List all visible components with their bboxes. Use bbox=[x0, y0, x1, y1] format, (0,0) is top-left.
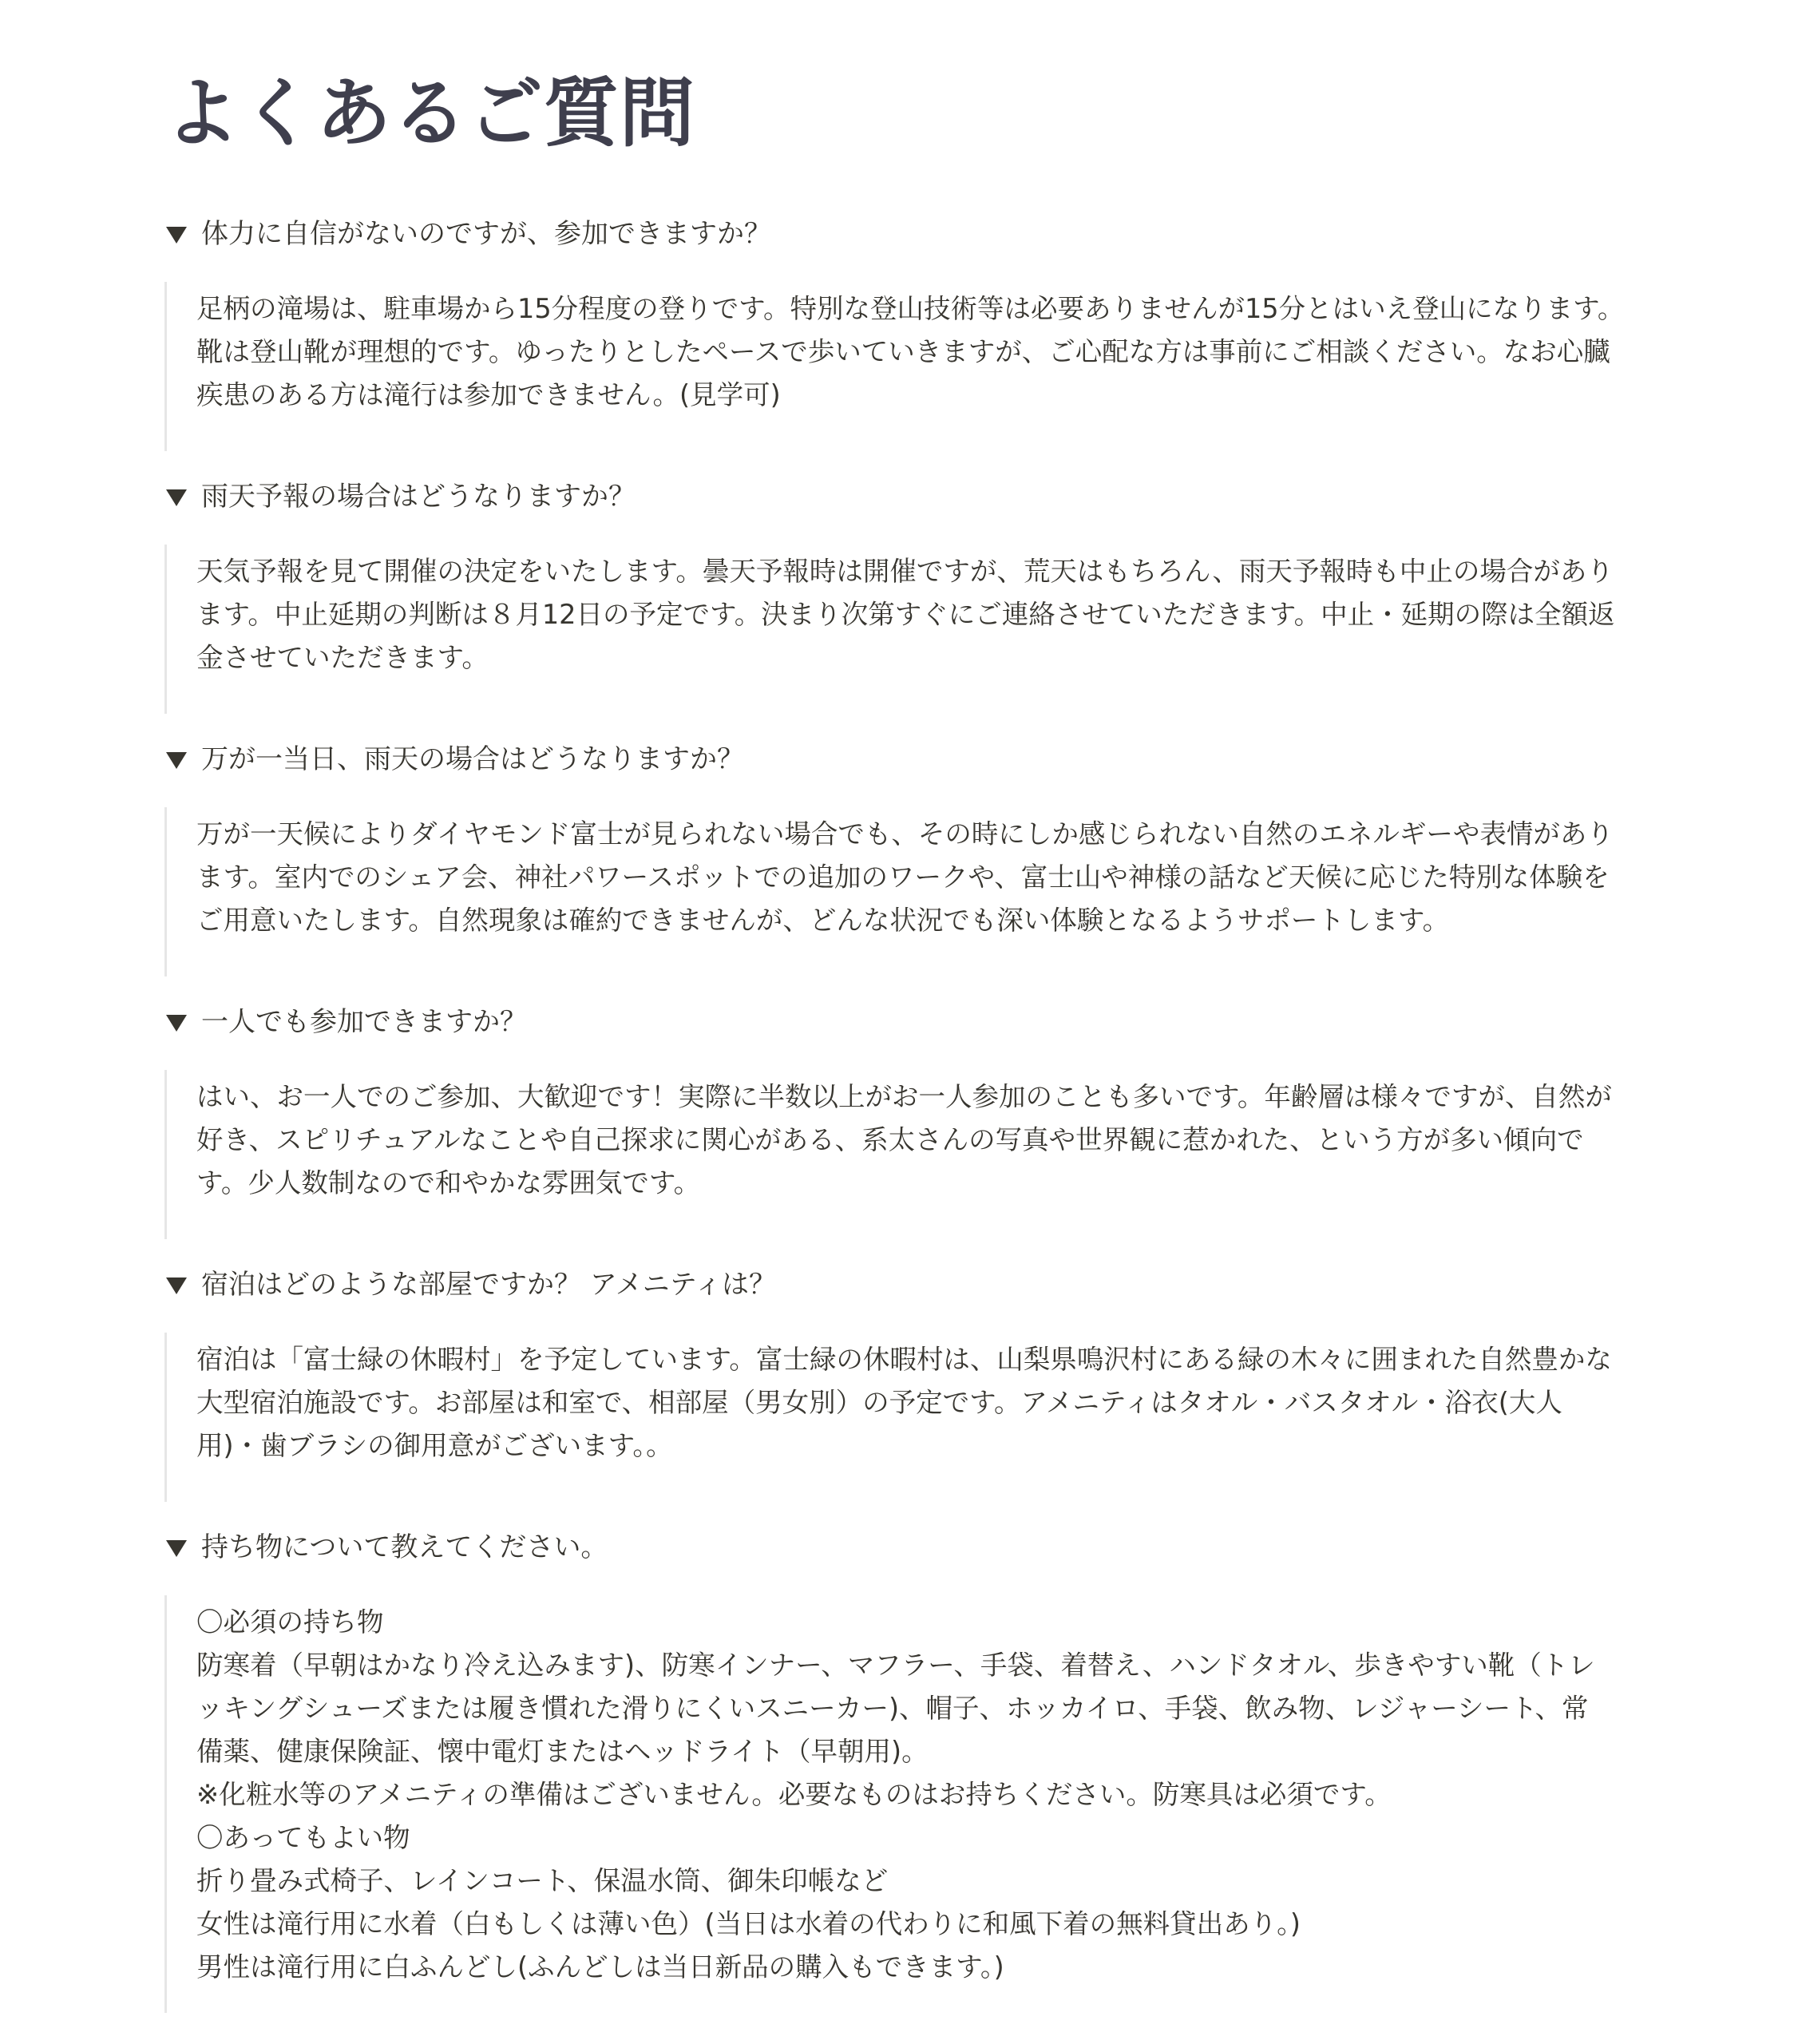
answer-line: はい、お一人でのご参加、大歓迎です！実際に半数以上がお一人参加のことも多いです。年齢層は様々ですが、自然が bbox=[196, 1081, 1612, 1112]
faq-item bbox=[164, 735, 1634, 976]
faq-question[interactable]: 一人でも参加できますか？ bbox=[201, 1006, 527, 1038]
answer-line: 〇必須の持ち物 bbox=[196, 1606, 384, 1638]
faq-item bbox=[164, 1523, 1634, 2013]
answer-line: ※化粧水等のアメニティの準備はございません。必要なものはお持ちください。防寒具は必須です。 bbox=[196, 1779, 1392, 1810]
answer-line: 折り畳み式椅子、レインコート、保温水筒、御朱印帳など bbox=[196, 1865, 889, 1896]
faq-answer bbox=[164, 1333, 1634, 1502]
faq-answer bbox=[164, 1070, 1634, 1239]
toggle-triangle-icon[interactable] bbox=[166, 1278, 187, 1294]
answer-line: 万が一天候によりダイヤモンド富士が見られない場合でも、その時にしか感じられない自然のエネルギーや表情があり bbox=[196, 818, 1614, 850]
answer-line: す。少人数制なので和やかな雰囲気です。 bbox=[196, 1167, 701, 1198]
faq-item bbox=[164, 210, 1634, 451]
toggle-triangle-icon[interactable] bbox=[166, 227, 187, 244]
answer-line: 靴は登山靴が理想的です。ゆったりとしたペースで歩いていきますが、ご心配な方は事前にご相談ください。なお心臓 bbox=[196, 336, 1610, 367]
faq-item bbox=[164, 998, 1634, 1239]
answer-line: 好き、スピリチュアルなことや自己探求に関心がある、系太さんの写真や世界観に惹かれた、という方が多い傾向で bbox=[196, 1124, 1584, 1155]
answer-line: ます。中止延期の判断は８月12日の予定です。決まり次第すぐにご連絡させていただきます。中止・延期の際は全額返 bbox=[196, 599, 1615, 630]
answer-line: 宿泊は「富士緑の休暇村」を予定しています。富士緑の休暇村は、山梨県鳴沢村にある緑の木々に囲まれた自然豊かな bbox=[196, 1344, 1612, 1375]
answer-line: 〇あってもよい物 bbox=[196, 1822, 410, 1853]
toggle-triangle-icon[interactable] bbox=[166, 1015, 187, 1032]
toggle-triangle-icon[interactable] bbox=[166, 489, 187, 506]
faq-answer bbox=[164, 1595, 1634, 2013]
faq-question[interactable]: 持ち物について教えてください。 bbox=[201, 1531, 608, 1563]
page-title: よくあるご質問 bbox=[164, 70, 696, 157]
faq-toggle[interactable] bbox=[164, 998, 1634, 1046]
answer-line: ご用意いたします。自然現象は確約できませんが、どんな状況でも深い体験となるようサポートします。 bbox=[196, 905, 1450, 936]
faq-toggle[interactable] bbox=[164, 210, 1634, 258]
answer-line: 用)・歯ブラシの御用意がございます。。 bbox=[196, 1430, 673, 1461]
faq-answer bbox=[164, 282, 1634, 451]
answer-line: ッキングシューズまたは履き慣れた滑りにくいスニーカー)、帽子、ホッカイロ、手袋、飲み物、レジャーシート、常 bbox=[196, 1693, 1589, 1724]
answer-line: 女性は滝行用に水着（白もしくは薄い色）(当日は水着の代わりに和風下着の無料貸出あり。) bbox=[196, 1908, 1301, 1939]
faq-toggle[interactable] bbox=[164, 735, 1634, 783]
faq-toggle[interactable] bbox=[164, 473, 1634, 521]
faq-answer bbox=[164, 545, 1634, 714]
faq-answer bbox=[164, 807, 1634, 976]
faq-item bbox=[164, 473, 1634, 714]
faq-question[interactable]: 体力に自信がないのですが、参加できますか？ bbox=[201, 218, 771, 250]
toggle-triangle-icon[interactable] bbox=[166, 752, 187, 769]
faq-toggle[interactable] bbox=[164, 1523, 1634, 1571]
faq-item bbox=[164, 1261, 1634, 1502]
faq-question[interactable]: 雨天予報の場合はどうなりますか？ bbox=[201, 481, 636, 513]
answer-line: 疾患のある方は滝行は参加できません。(見学可) bbox=[196, 379, 781, 410]
answer-line: 大型宿泊施設です。お部屋は和室で、相部屋（男女別）の予定です。アメニティはタオル・バスタオル・浴衣(大人 bbox=[196, 1387, 1562, 1418]
answer-line: 足柄の滝場は、駐車場から15分程度の登りです。特別な登山技術等は必要ありませんが15分とはいえ登山になります。 bbox=[196, 293, 1625, 324]
answer-line: 金させていただきます。 bbox=[196, 642, 489, 673]
toggle-triangle-icon[interactable] bbox=[166, 1540, 187, 1557]
faq-question[interactable]: 宿泊はどのような部屋ですか？ アメニティは？ bbox=[201, 1269, 777, 1301]
faq-question[interactable]: 万が一当日、雨天の場合はどうなりますか？ bbox=[201, 743, 744, 775]
answer-line: ます。室内でのシェア会、神社パワースポットでの追加のワークや、富士山や神様の話など天候に応じた特別な体験を bbox=[196, 862, 1610, 893]
answer-line: 天気予報を見て開催の決定をいたします。曇天予報時は開催ですが、荒天はもちろん、雨天予報時も中止の場合があり bbox=[196, 556, 1614, 587]
answer-line: 備薬、健康保険証、懐中電灯またはヘッドライト（早朝用)。 bbox=[196, 1736, 929, 1767]
faq-toggle[interactable] bbox=[164, 1261, 1634, 1309]
answer-line: 男性は滝行用に白ふんどし(ふんどしは当日新品の購入もできます。) bbox=[196, 1951, 1004, 1983]
answer-line: 防寒着（早朝はかなり冷え込みます)、防寒インナー、マフラー、手袋、着替え、ハンドタオル、歩きやすい靴（トレ bbox=[196, 1650, 1595, 1681]
